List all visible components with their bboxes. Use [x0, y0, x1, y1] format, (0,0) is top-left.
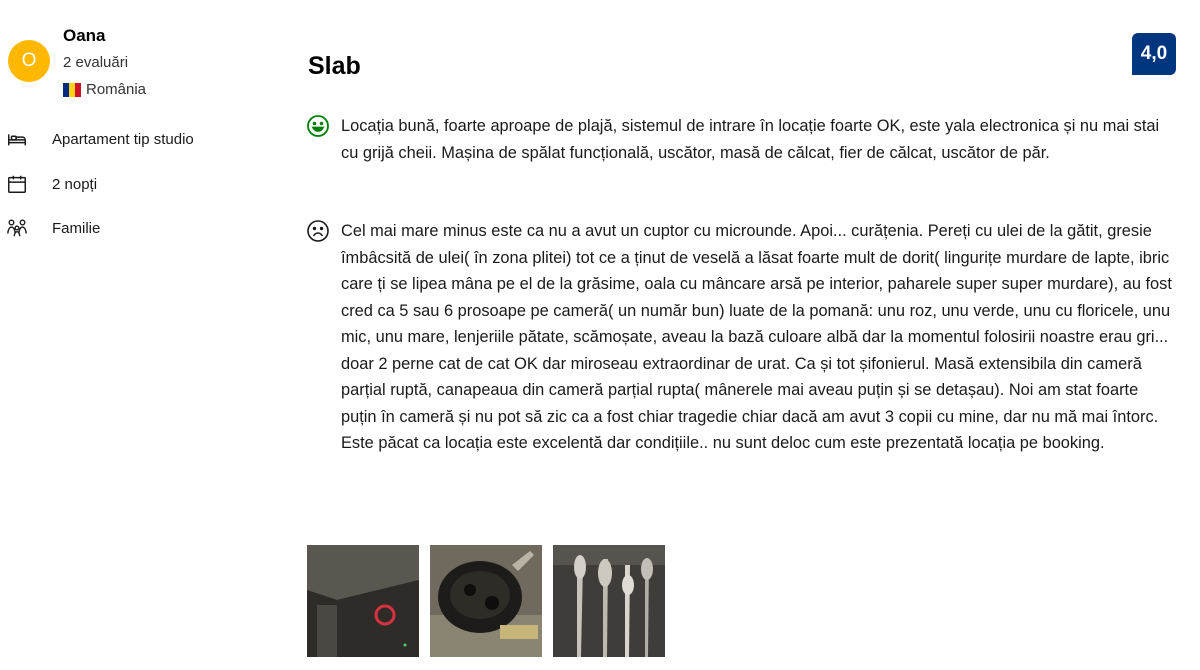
review-negative	[306, 218, 1176, 457]
positive-text: Locația bună, foarte aproape de plajă, sistemul de intrare în locație foarte OK, este yala electronica și nu mai stai cu grijă cheii. Mașina de spălat funcțională, uscător, masă de călcat, fier de călcat, uscător de păr.	[341, 117, 1160, 162]
negative-text: Cel mai mare minus este ca nu a avut un cuptor cu microunde. Apoi... curățenia. Pereți cu ulei de la gătit, gresie îmbâcsită de ulei( în zona plitei) tot ce a ținut de veselă a lăsat foarte mult de dorit( lingurițe murdare de lapte, ibric care ți se lipea mâna pe el de la grăsime, oala cu mâncare arsă pe interior, paharele super super murdare), au fost cred ca 5 sau 6 prosoape pe cameră( un număr bun) luate de la pomană: unu roz, unu verde, unu cu floricele, unu mic, unu mare, lenjeriile pătate, scămoșate, aveau la bază culoare albă dar la momentul folosirii noastre erau gri... doar 2 perne cat de cat OK dar miroseau extraordinar de urat. Ca și tot șifonierul. Masă extensibila din cameră parțial ruptă, canapeaua din cameră parțial rupta( mânerele mai aveau puțin și se detașau). Noi am stat foarte puțin în cameră și nu pot să zic ca a fost chiar tragedie chiar dacă am avut 3 copii cu mine, dar nu mă mai întorc. Este păcat ca locația este excelentă dar condițiile.. nu sunt deloc cum este prezentată locația pe booking.	[341, 222, 1172, 452]
stay-nights	[6, 173, 97, 195]
family-icon	[6, 217, 28, 239]
review-photos	[307, 545, 665, 657]
review-positive	[306, 113, 1176, 166]
room-type-label: Apartament tip studio	[52, 130, 194, 148]
sad-face-icon	[306, 219, 330, 243]
review-score-badge: 4,0	[1132, 33, 1176, 75]
calendar-icon	[6, 173, 28, 195]
review-photo[interactable]	[430, 545, 542, 657]
stay-room-type	[6, 128, 194, 150]
photo-2-image	[430, 545, 542, 657]
nights-label: 2 nopți	[52, 175, 98, 193]
photo-3-image	[553, 545, 665, 657]
bed-icon	[6, 128, 28, 150]
stay-traveler-type	[6, 217, 100, 239]
review-photo[interactable]	[553, 545, 665, 657]
reviewer-country	[63, 81, 146, 98]
romania-flag-icon	[63, 83, 81, 97]
avatar: O	[8, 40, 50, 82]
reviewer-name: Oana	[63, 26, 106, 45]
review-title: Slab	[308, 52, 361, 80]
reviewer-review-count: 2 evaluări	[63, 54, 129, 71]
country-label: România	[86, 81, 147, 98]
traveler-type-label: Familie	[52, 219, 101, 237]
photo-1-image	[307, 545, 419, 657]
review-photo[interactable]	[307, 545, 419, 657]
happy-face-icon	[306, 114, 330, 138]
